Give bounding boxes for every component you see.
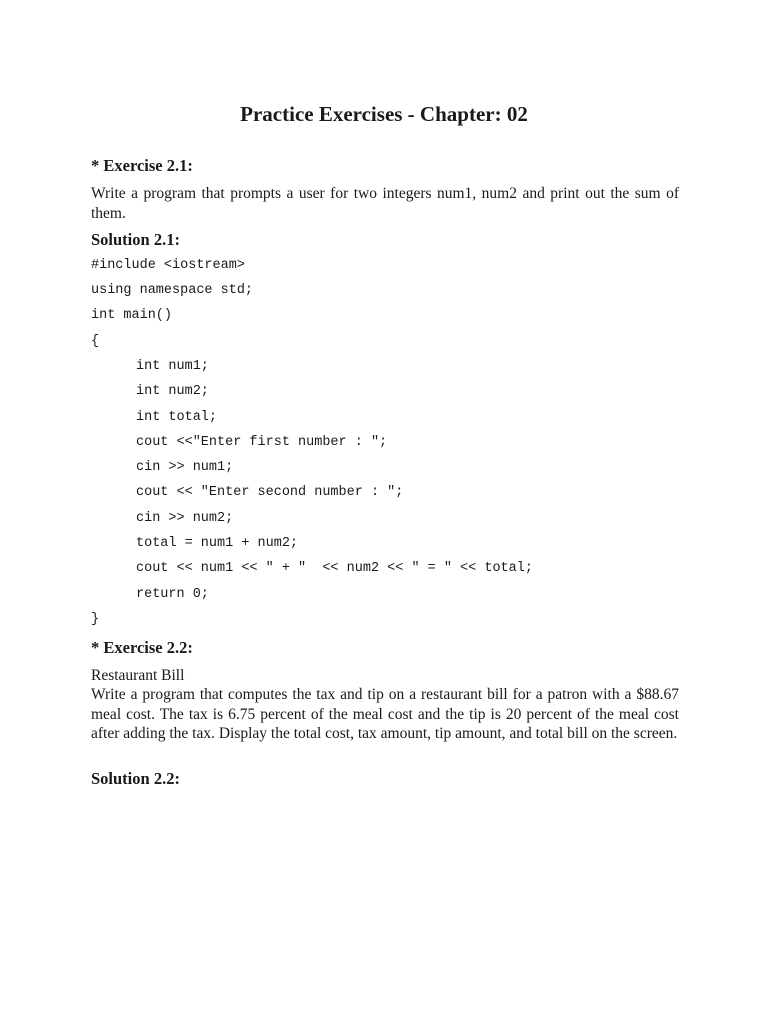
code-line: cout << num1 << " + " << num2 << " = " << total; — [136, 561, 533, 576]
code-line: } — [91, 612, 100, 627]
solution-2-1-heading: Solution 2.1: — [91, 230, 180, 249]
exercise-2-2-heading: * Exercise 2.2: — [91, 638, 193, 657]
page-title: Practice Exercises - Chapter: 02 — [240, 102, 528, 126]
exercise-2-2-subtitle: Restaurant Bill — [91, 667, 185, 684]
code-line: cin >> num2; — [136, 511, 234, 526]
code-line: cout << "Enter second number : "; — [136, 485, 404, 500]
exercise-2-2-text: Write a program that computes the tax and tip on a restaurant bill for a patron with a $88.67 meal cost. The tax is 6.75 percent of the meal cost and the tip is 20 percent of the meal cost after adding the tax. Display the total cost, tax amount, tip amount, and total bill on the screen. — [91, 686, 679, 742]
solution-2-2-heading: Solution 2.2: — [91, 769, 180, 788]
code-line: return 0; — [136, 587, 209, 602]
code-line: using namespace std; — [91, 283, 254, 298]
code-line: cin >> num1; — [136, 460, 234, 475]
code-line: int num2; — [136, 384, 209, 399]
code-line: int num1; — [136, 359, 209, 374]
exercise-2-1-heading: * Exercise 2.1: — [91, 156, 193, 175]
code-line: int main() — [91, 308, 173, 323]
code-line: cout <<"Enter first number : "; — [136, 435, 388, 450]
code-line: total = num1 + num2; — [136, 536, 299, 551]
exercise-2-1-text: Write a program that prompts a user for two integers num1, num2 and print out the sum of them. — [91, 185, 679, 222]
code-line: int total; — [136, 410, 218, 425]
code-line: #include <iostream> — [91, 258, 245, 273]
code-line: { — [91, 334, 100, 349]
